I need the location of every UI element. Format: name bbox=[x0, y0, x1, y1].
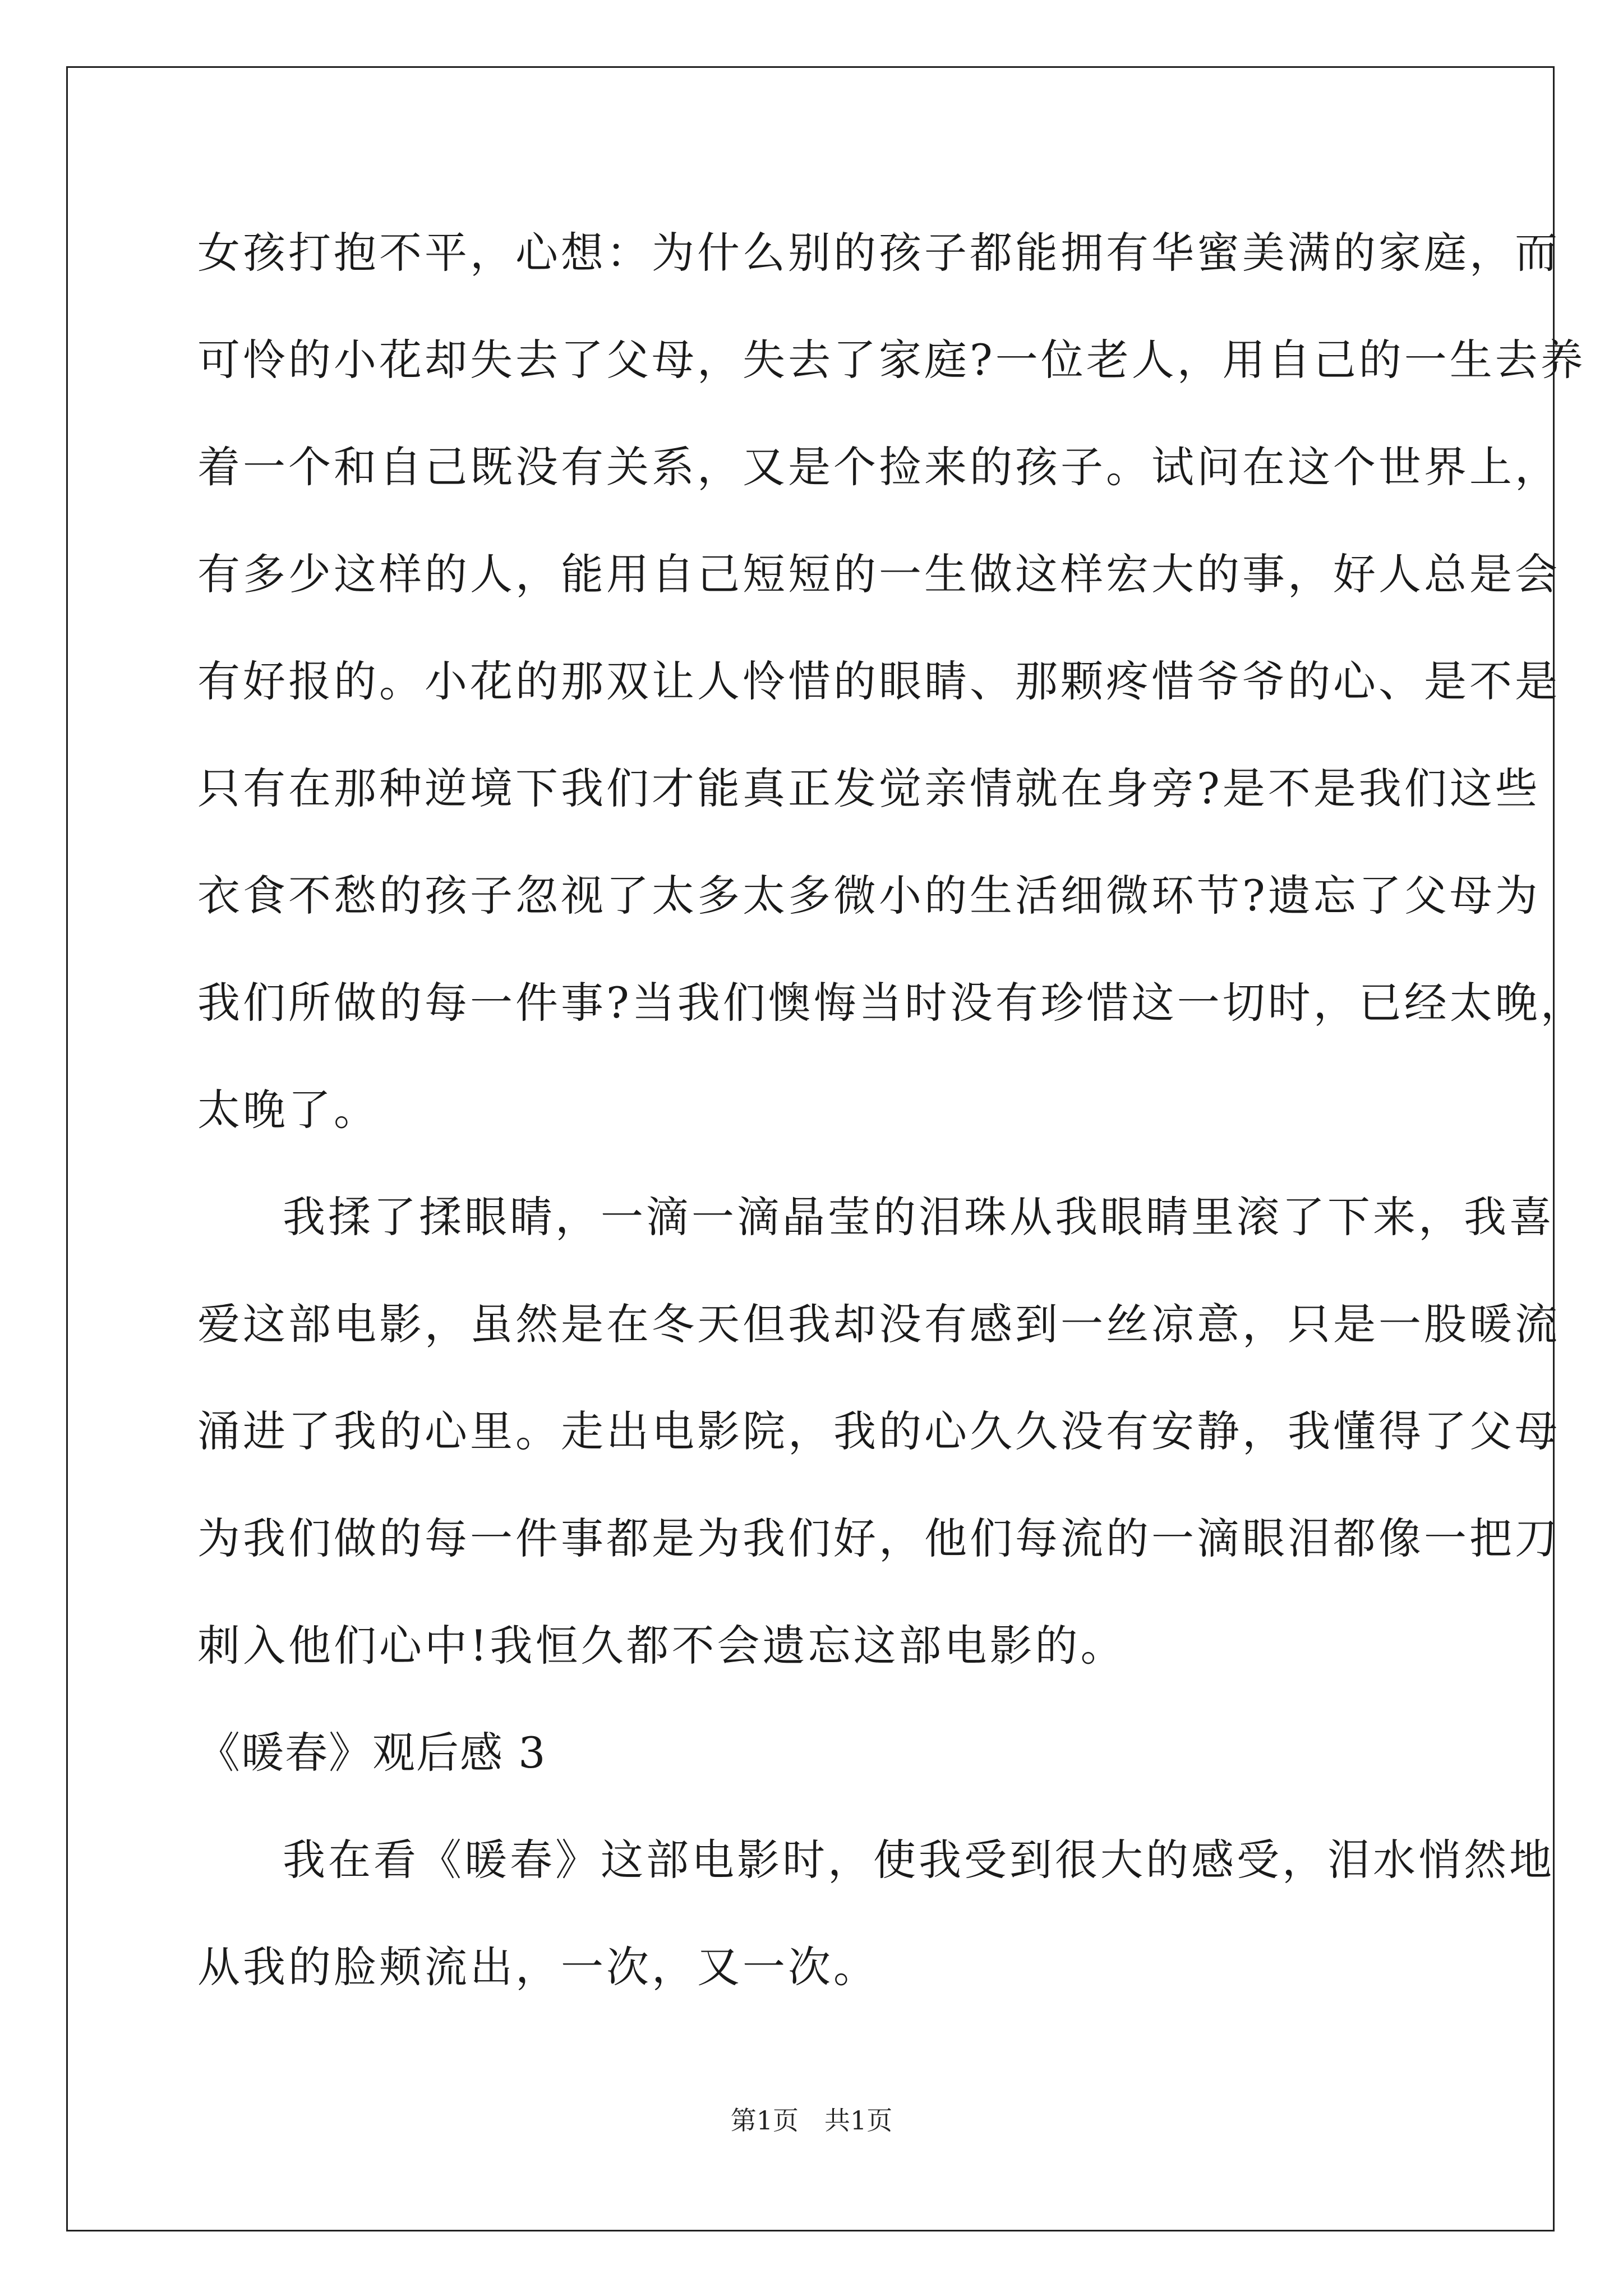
text-line: 刺入他们心中!我恒久都不会遗忘这部电影的。 bbox=[197, 1621, 1126, 1671]
text-line: 有好报的。小花的那双让人怜惜的眼睛、那颗疼惜爷爷的心、是不是 bbox=[197, 656, 1560, 706]
text-line: 着一个和自己既没有关系，又是个捡来的孩子。试问在这个世界上， bbox=[197, 442, 1560, 492]
text-line: 有多少这样的人，能用自己短短的一生做这样宏大的事，好人总是会 bbox=[197, 549, 1560, 599]
text-line: 涌进了我的心里。走出电影院，我的心久久没有安静，我懂得了父母 bbox=[197, 1406, 1560, 1456]
text-line: 可怜的小花却失去了父母，失去了家庭?一位老人，用自己的一生去养 bbox=[197, 335, 1586, 385]
text-line: 衣食不愁的孩子忽视了太多太多微小的生活细微环节?遗忘了父母为 bbox=[197, 871, 1541, 921]
document-body bbox=[197, 199, 1586, 2021]
text-line: 为我们做的每一件事都是为我们好，他们每流的一滴眼泪都像一把刀 bbox=[197, 1513, 1560, 1563]
text-line: 只有在那种逆境下我们才能真正发觉亲情就在身旁?是不是我们这些 bbox=[197, 763, 1541, 813]
text-line: 太晚了。 bbox=[197, 1085, 379, 1135]
text-line: 女孩打抱不平，心想：为什么别的孩子都能拥有华蜜美满的家庭，而 bbox=[197, 228, 1560, 278]
text-line: 我们所做的每一件事?当我们懊悔当时没有珍惜这一切时，已经太晚， bbox=[197, 978, 1586, 1028]
text-line: 从我的脸颊流出，一次，又一次。 bbox=[197, 1942, 879, 1992]
section-heading: 《暖春》观后感 3 bbox=[197, 1728, 547, 1778]
paragraph-start-line: 我在看《暖春》这部电影时，使我受到很大的感受，泪水悄然地 bbox=[283, 1835, 1555, 1885]
text-line: 爱这部电影，虽然是在冬天但我却没有感到一丝凉意，只是一股暖流 bbox=[197, 1299, 1560, 1349]
page-footer: 第1页 共1页 bbox=[730, 2105, 893, 2136]
paragraph-start-line: 我揉了揉眼睛，一滴一滴晶莹的泪珠从我眼睛里滚了下来，我喜 bbox=[283, 1192, 1555, 1242]
